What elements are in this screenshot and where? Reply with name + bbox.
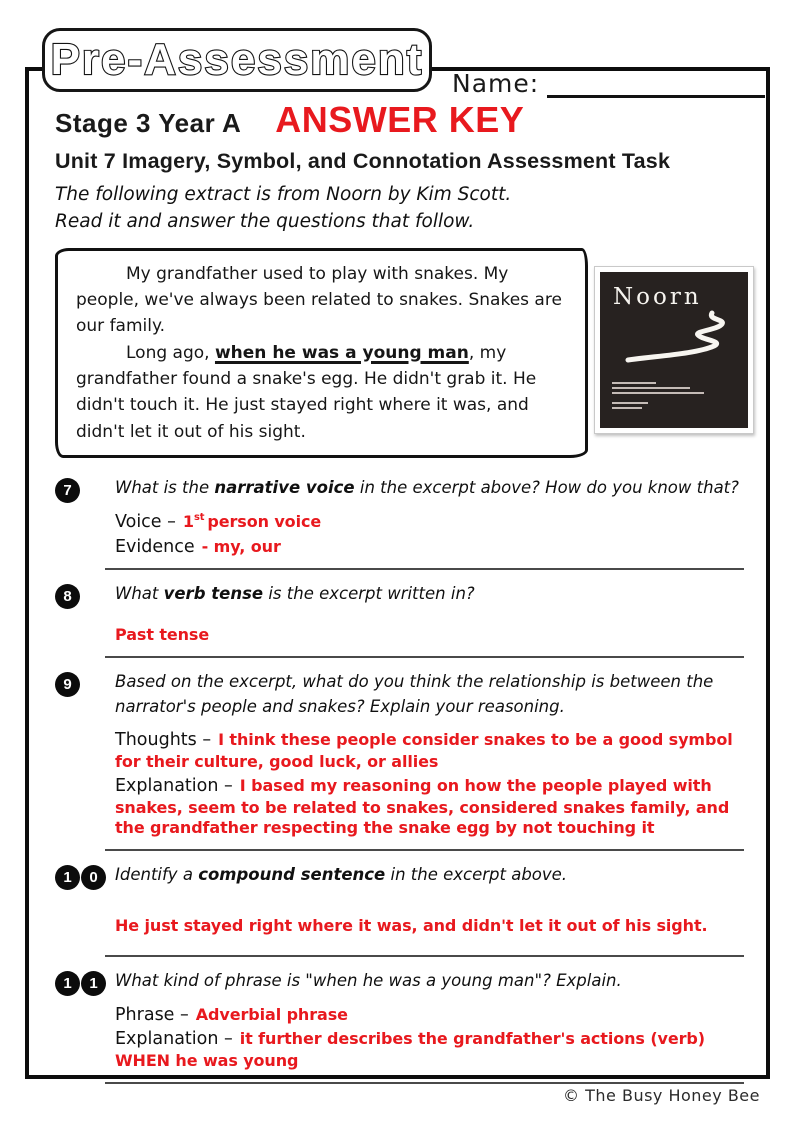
- underlined-phrase: when he was a young man: [214, 342, 469, 363]
- answer-label: Explanation –: [115, 1029, 233, 1050]
- question-prompt: What is the narrative voice in the excerpt above? How do you know that?: [115, 478, 739, 498]
- answer-text: I based my reasoning on how the people played with snakes, seem to be related to snakes, considered snakes family, and the grandfather respecting the snake egg by not touching it: [115, 775, 730, 838]
- question-prompt: Identify a compound sentence in the excerpt above.: [115, 865, 568, 885]
- cover-credits: [612, 382, 704, 412]
- question-11: [55, 969, 754, 1072]
- questions-section: [55, 476, 754, 1084]
- answer-text: He just stayed right where it was, and didn't let it out of his sight.: [115, 915, 708, 935]
- name-blank-line[interactable]: [547, 68, 765, 98]
- question-number-badge: [55, 670, 115, 839]
- book-title: Noorn: [613, 283, 702, 310]
- answer-row: [115, 1028, 754, 1072]
- instruction-line: The following extract is from Noorn by Kim Scott.: [55, 184, 512, 205]
- extract-text-box: [55, 248, 588, 458]
- answer-text: it further describes the grandfather's actions (verb) WHEN he was young: [115, 1029, 705, 1071]
- question-prompt: What kind of phrase is "when he was a young man"? Explain.: [115, 970, 622, 990]
- answer-label: Evidence: [115, 536, 195, 557]
- divider-line: [105, 849, 744, 851]
- question-10: [55, 863, 754, 945]
- answer-row: [115, 1004, 754, 1027]
- extract-text: Long ago,: [126, 342, 215, 363]
- name-label: Name:: [452, 69, 540, 98]
- name-row: [452, 68, 765, 98]
- snake-illustration-icon: [622, 304, 742, 368]
- question-prompt: What verb tense is the excerpt written in?: [115, 584, 475, 604]
- extract-section: [55, 248, 754, 458]
- question-number-badge: [55, 582, 115, 646]
- book-cover: [594, 266, 754, 434]
- extract-text: , my grandfather found a snake's egg. He didn't grab it. He didn't touch it. He just stayed right where it was, and didn't let it out of his sight.: [76, 342, 537, 442]
- title-row: [55, 99, 754, 141]
- extract-paragraph: [76, 340, 569, 445]
- badge-digit: 8: [55, 584, 80, 609]
- badge-digit: 1: [81, 971, 106, 996]
- divider-line: [105, 568, 744, 570]
- worksheet-content: [29, 71, 766, 1096]
- answer-row: [115, 625, 754, 646]
- answer-label: Explanation –: [115, 775, 233, 796]
- question-8: [55, 582, 754, 646]
- answer-row: [115, 536, 754, 559]
- badge-digit: 9: [55, 672, 80, 697]
- answer-row: [115, 729, 754, 773]
- answer-text: I think these people consider snakes to be a good symbol for their culture, good luck, or allies: [115, 730, 733, 772]
- divider-line: [105, 1082, 744, 1084]
- badge-digit: 1: [55, 971, 80, 996]
- instruction-line: Read it and answer the questions that follow.: [55, 210, 475, 232]
- question-7: [55, 476, 754, 558]
- extract-paragraph: My grandfather used to play with snakes. My people, we've always been related to snakes. Snakes are our family.: [76, 263, 562, 337]
- copyright-credit: © The Busy Honey Bee: [563, 1086, 760, 1105]
- question-number-badge: [55, 863, 115, 945]
- instructions: [55, 182, 754, 236]
- pre-assessment-banner: [42, 28, 432, 92]
- question-number-badge: [55, 476, 115, 558]
- answer-text: Past tense: [115, 625, 210, 645]
- answer-text: Adverbial phrase: [195, 1004, 348, 1024]
- answer-row: [115, 916, 754, 937]
- answer-row: [115, 775, 754, 839]
- badge-digit: 0: [81, 865, 106, 890]
- divider-line: [105, 955, 744, 957]
- badge-digit: 1: [55, 865, 80, 890]
- answer-key-label: ANSWER KEY: [275, 99, 525, 140]
- question-9: [55, 670, 754, 839]
- answer-label: Voice –: [115, 511, 176, 532]
- question-number-badge: [55, 969, 115, 1072]
- answer-label: Thoughts –: [115, 730, 212, 751]
- stage-label: Stage 3 Year A: [55, 108, 242, 138]
- question-prompt: Based on the excerpt, what do you think the relationship is between the narrator's people and snakes? Explain your reasoning.: [115, 671, 714, 716]
- badge-digit: 7: [55, 478, 80, 503]
- answer-text: 1st person voice: [182, 511, 322, 531]
- unit-title: Unit 7 Imagery, Symbol, and Connotation Assessment Task: [55, 149, 671, 173]
- divider-line: [105, 656, 744, 658]
- answer-text: - my, our: [201, 536, 281, 556]
- banner-title: Pre-Assessment: [50, 35, 424, 84]
- book-cover-art: [600, 272, 748, 428]
- answer-label: Phrase –: [115, 1004, 189, 1025]
- answer-row: [115, 511, 754, 534]
